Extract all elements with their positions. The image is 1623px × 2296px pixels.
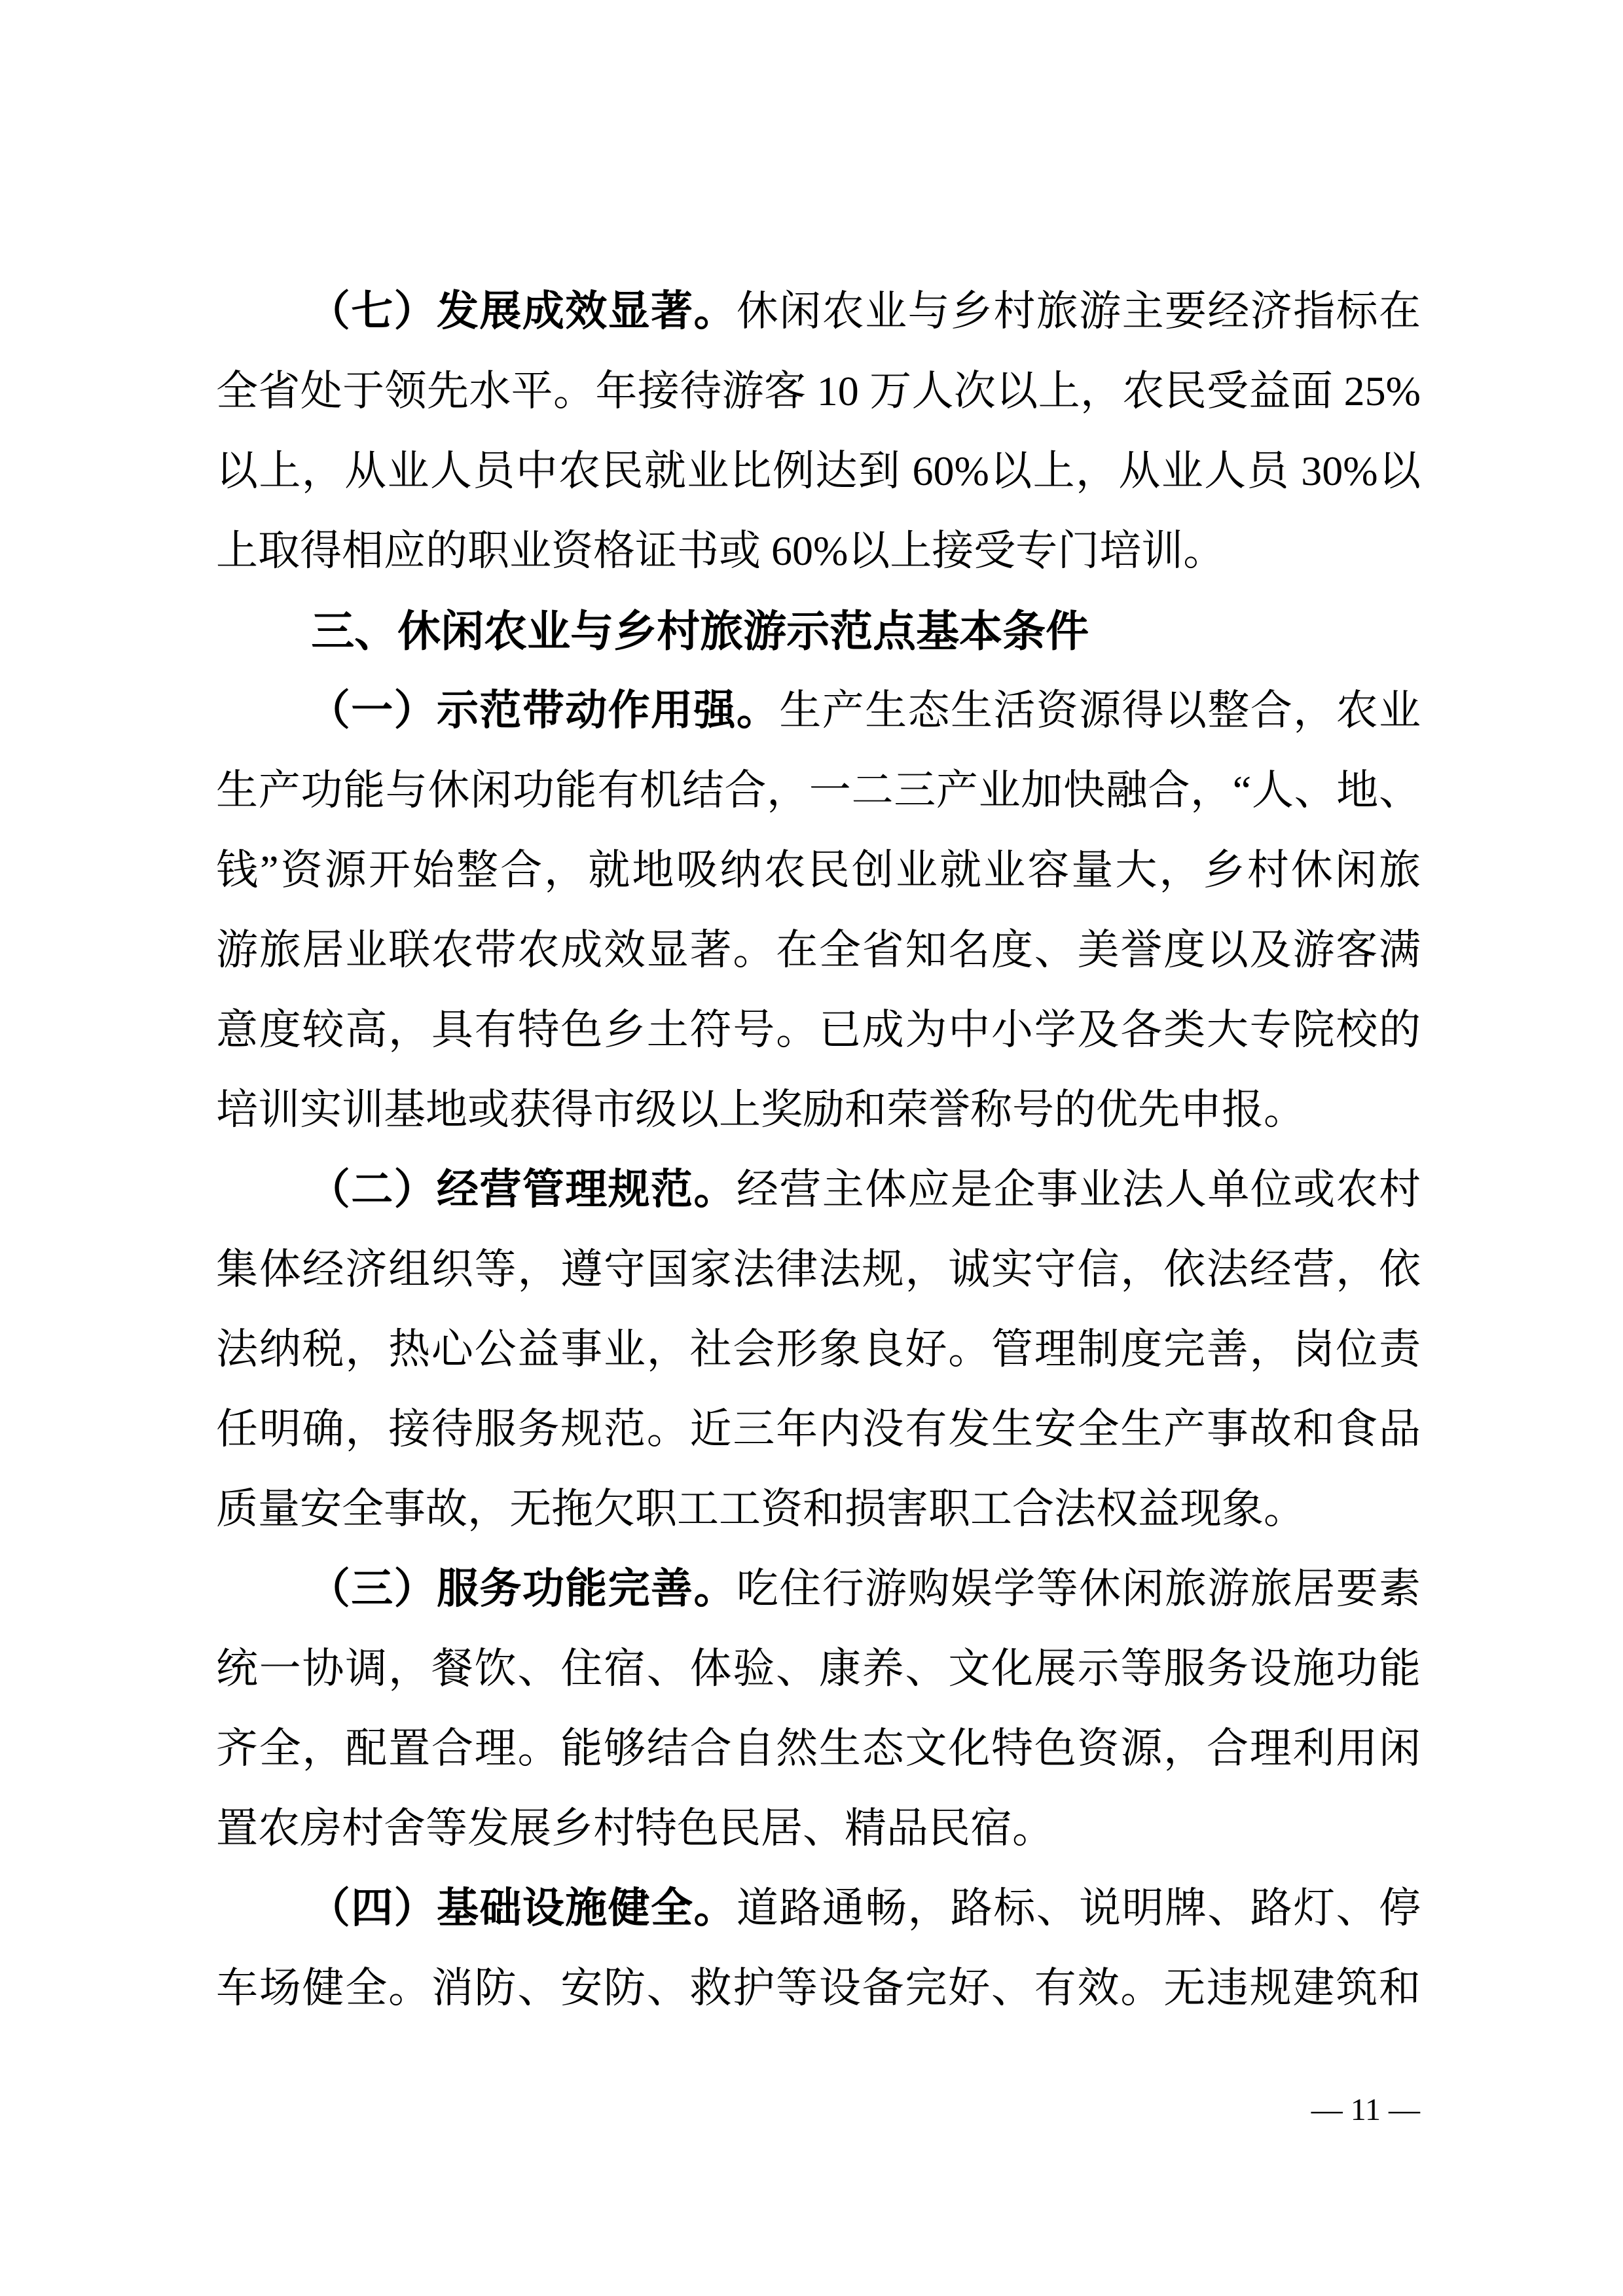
line-text: 上取得相应的职业资格证书或 60%以上接受专门培训。 [216,528,1226,574]
line-text: 法纳税，热心公益事业，社会形象良好。管理制度完善，岗位责 [216,1326,1421,1372]
line-text: 三、休闲农业与乡村旅游示范点基本条件 [311,607,1089,655]
text-line [216,751,1421,831]
line-text: 道路通畅，路标、说明牌、路灯、停 [736,1885,1421,1931]
paragraph-lead: （一）示范带动作用强。 [308,687,780,734]
line-text: 钱”资源开始整合，就地吸纳农民创业就业容量大，乡村休闲旅 [216,847,1421,893]
text-line [216,1469,1421,1549]
line-text: 吃住行游购娱学等休闲旅游旅居要素 [736,1566,1421,1612]
text-line [216,671,1421,751]
section-heading [216,591,1421,671]
line-text: 质量安全事故，无拖欠职工工资和损害职工合法权益现象。 [216,1486,1305,1532]
paragraph-lead: （三）服务功能完善。 [308,1566,737,1612]
text-line [216,910,1421,990]
line-text: 全省处于领先水平。年接待游客 10 万人次以上，农民受益面 25% [216,368,1421,414]
text-line [216,1948,1421,2028]
paragraph-lead: （四）基础设施健全。 [308,1885,737,1931]
text-line [216,831,1421,910]
line-text: 置农房村舍等发展乡村特色民居、精品民宿。 [216,1805,1054,1852]
line-text: 集体经济组织等，遵守国家法律法规，诚实守信，依法经营，依 [216,1246,1421,1293]
text-line [216,272,1421,351]
text-line [216,511,1421,591]
text-line [216,1310,1421,1390]
text-line [216,351,1421,431]
text-line [216,990,1421,1070]
page-number: — 11 — [1311,2092,1420,2127]
text-line [216,1230,1421,1310]
text-line [216,1709,1421,1789]
text-line [216,1869,1421,1948]
line-text: 以上，从业人员中农民就业比例达到 60%以上，从业人员 30%以 [216,448,1421,494]
document-body [216,272,1421,2028]
text-line [216,1150,1421,1230]
text-line [216,431,1421,511]
line-text: 休闲农业与乡村旅游主要经济指标在 [736,288,1421,334]
text-line [216,1070,1421,1150]
paragraph-lead: （七）发展成效显著。 [308,288,737,334]
line-text: 培训实训基地或获得市级以上奖励和荣誉称号的优先申报。 [216,1086,1305,1133]
paragraph-lead: （二）经营管理规范。 [308,1166,737,1213]
text-line [216,1390,1421,1469]
line-text: 游旅居业联农带农成效显著。在全省知名度、美誉度以及游客满 [216,927,1421,973]
line-text: 生产功能与休闲功能有机结合，一二三产业加快融合，“人、地、 [216,767,1421,814]
text-line [216,1789,1421,1869]
line-text: 车场健全。消防、安防、救护等设备完好、有效。无违规建筑和 [216,1965,1421,2011]
line-text: 经营主体应是企事业法人单位或农村 [736,1166,1421,1213]
text-line [216,1549,1421,1629]
line-text: 生产生态生活资源得以整合，农业 [779,687,1421,734]
line-text: 任明确，接待服务规范。近三年内没有发生安全生产事故和食品 [216,1406,1421,1452]
text-line [216,1629,1421,1709]
line-text: 齐全，配置合理。能够结合自然生态文化特色资源，合理利用闲 [216,1725,1421,1772]
line-text: 意度较高，具有特色乡土符号。已成为中小学及各类大专院校的 [216,1007,1421,1053]
line-text: 统一协调，餐饮、住宿、体验、康养、文化展示等服务设施功能 [216,1645,1421,1692]
